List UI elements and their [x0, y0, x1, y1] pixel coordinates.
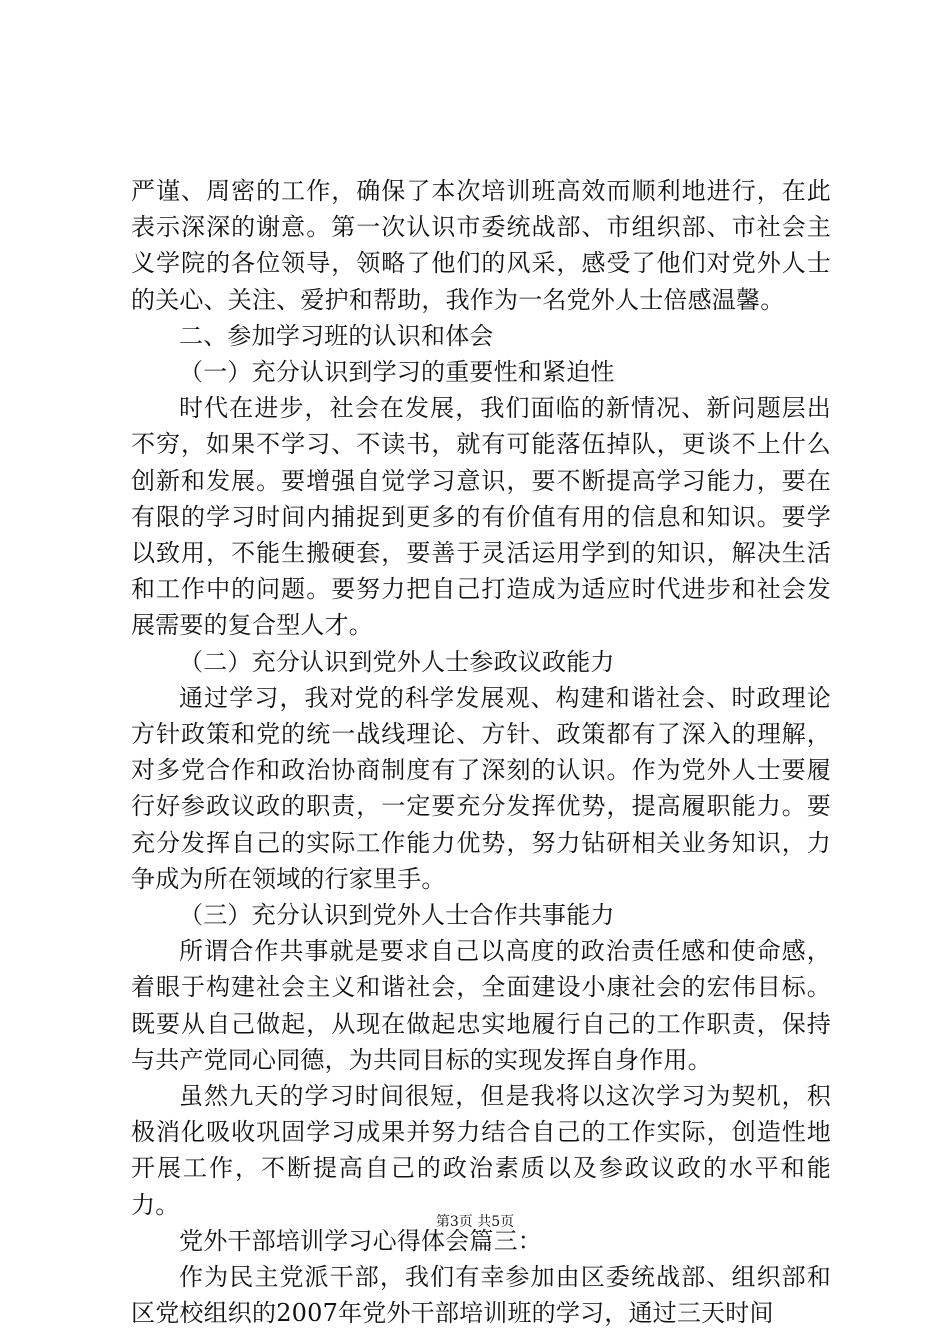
subheading-2: （二）充分认识到党外人士参政议政能力 [179, 647, 615, 676]
paragraph-continued: 严谨、周密的工作，确保了本次培训班高效而顺利地进行，在此表示深深的谢意。第一次认识市委统战部、市组织部、市社会主义学院的各位领导，领略了他们的风采，感受了他们对党外人士的关心、关注、爱护和帮助，我作为一名党外人士倍感温馨。 [131, 177, 831, 314]
paragraph: 作为民主党派干部，我们有幸参加由区委统战部、组织部和区党校组织的2007年党外干部培训班的学习，通过三天时间 [131, 1263, 831, 1328]
subheading-1: （一）充分认识到学习的重要性和紧迫性 [179, 358, 615, 387]
article-title-part3: 党外干部培训学习心得体会篇三： [179, 1226, 542, 1255]
paragraph: 虽然九天的学习时间很短，但是我将以这次学习为契机，积极消化吸收巩固学习成果并努力结合自己的工作实际，创造性地开展工作，不断提高自己的政治素质以及参政议政的水平和能力。 [131, 1082, 831, 1219]
paragraph: 所谓合作共事就是要求自己以高度的政治责任感和使命感，着眼于构建社会主义和谐社会，全面建设小康社会的宏伟目标。既要从自己做起，从现在做起忠实地履行自己的工作职责，保持与共产党同心同德，为共同目标的实现发挥自身作用。 [131, 937, 831, 1074]
paragraph: 通过学习，我对党的科学发展观、构建和谐社会、时政理论方针政策和党的统一战线理论、方针、政策都有了深入的理解，对多党合作和政治协商制度有了深刻的认识。作为党外人士要履行好参政议政的职责，一定要充分发挥优势，提高履职能力。要充分发挥自己的实际工作能力优势，努力钻研相关业务知识，力争成为所在领域的行家里手。 [131, 683, 831, 893]
subheading-3: （三）充分认识到党外人士合作共事能力 [179, 901, 615, 930]
document-body [131, 173, 831, 1332]
page-footer: 第3页 共5页 [435, 1214, 515, 1230]
paragraph: 时代在进步，社会在发展，我们面临的新情况、新问题层出不穷，如果不学习、不读书，就有可能落伍掉队，更谈不上什么创新和发展。要增强自觉学习意识，要不断提高学习能力，要在有限的学习时间内捕捉到更多的有价值有用的信息和知识。要学以致用，不能生搬硬套，要善于灵活运用学到的知识，解决生活和工作中的问题。要努力把自己打造成为适应时代进步和社会发展需要的复合型人才。 [131, 394, 831, 640]
section-heading-2: 二、参加学习班的认识和体会 [179, 321, 494, 350]
